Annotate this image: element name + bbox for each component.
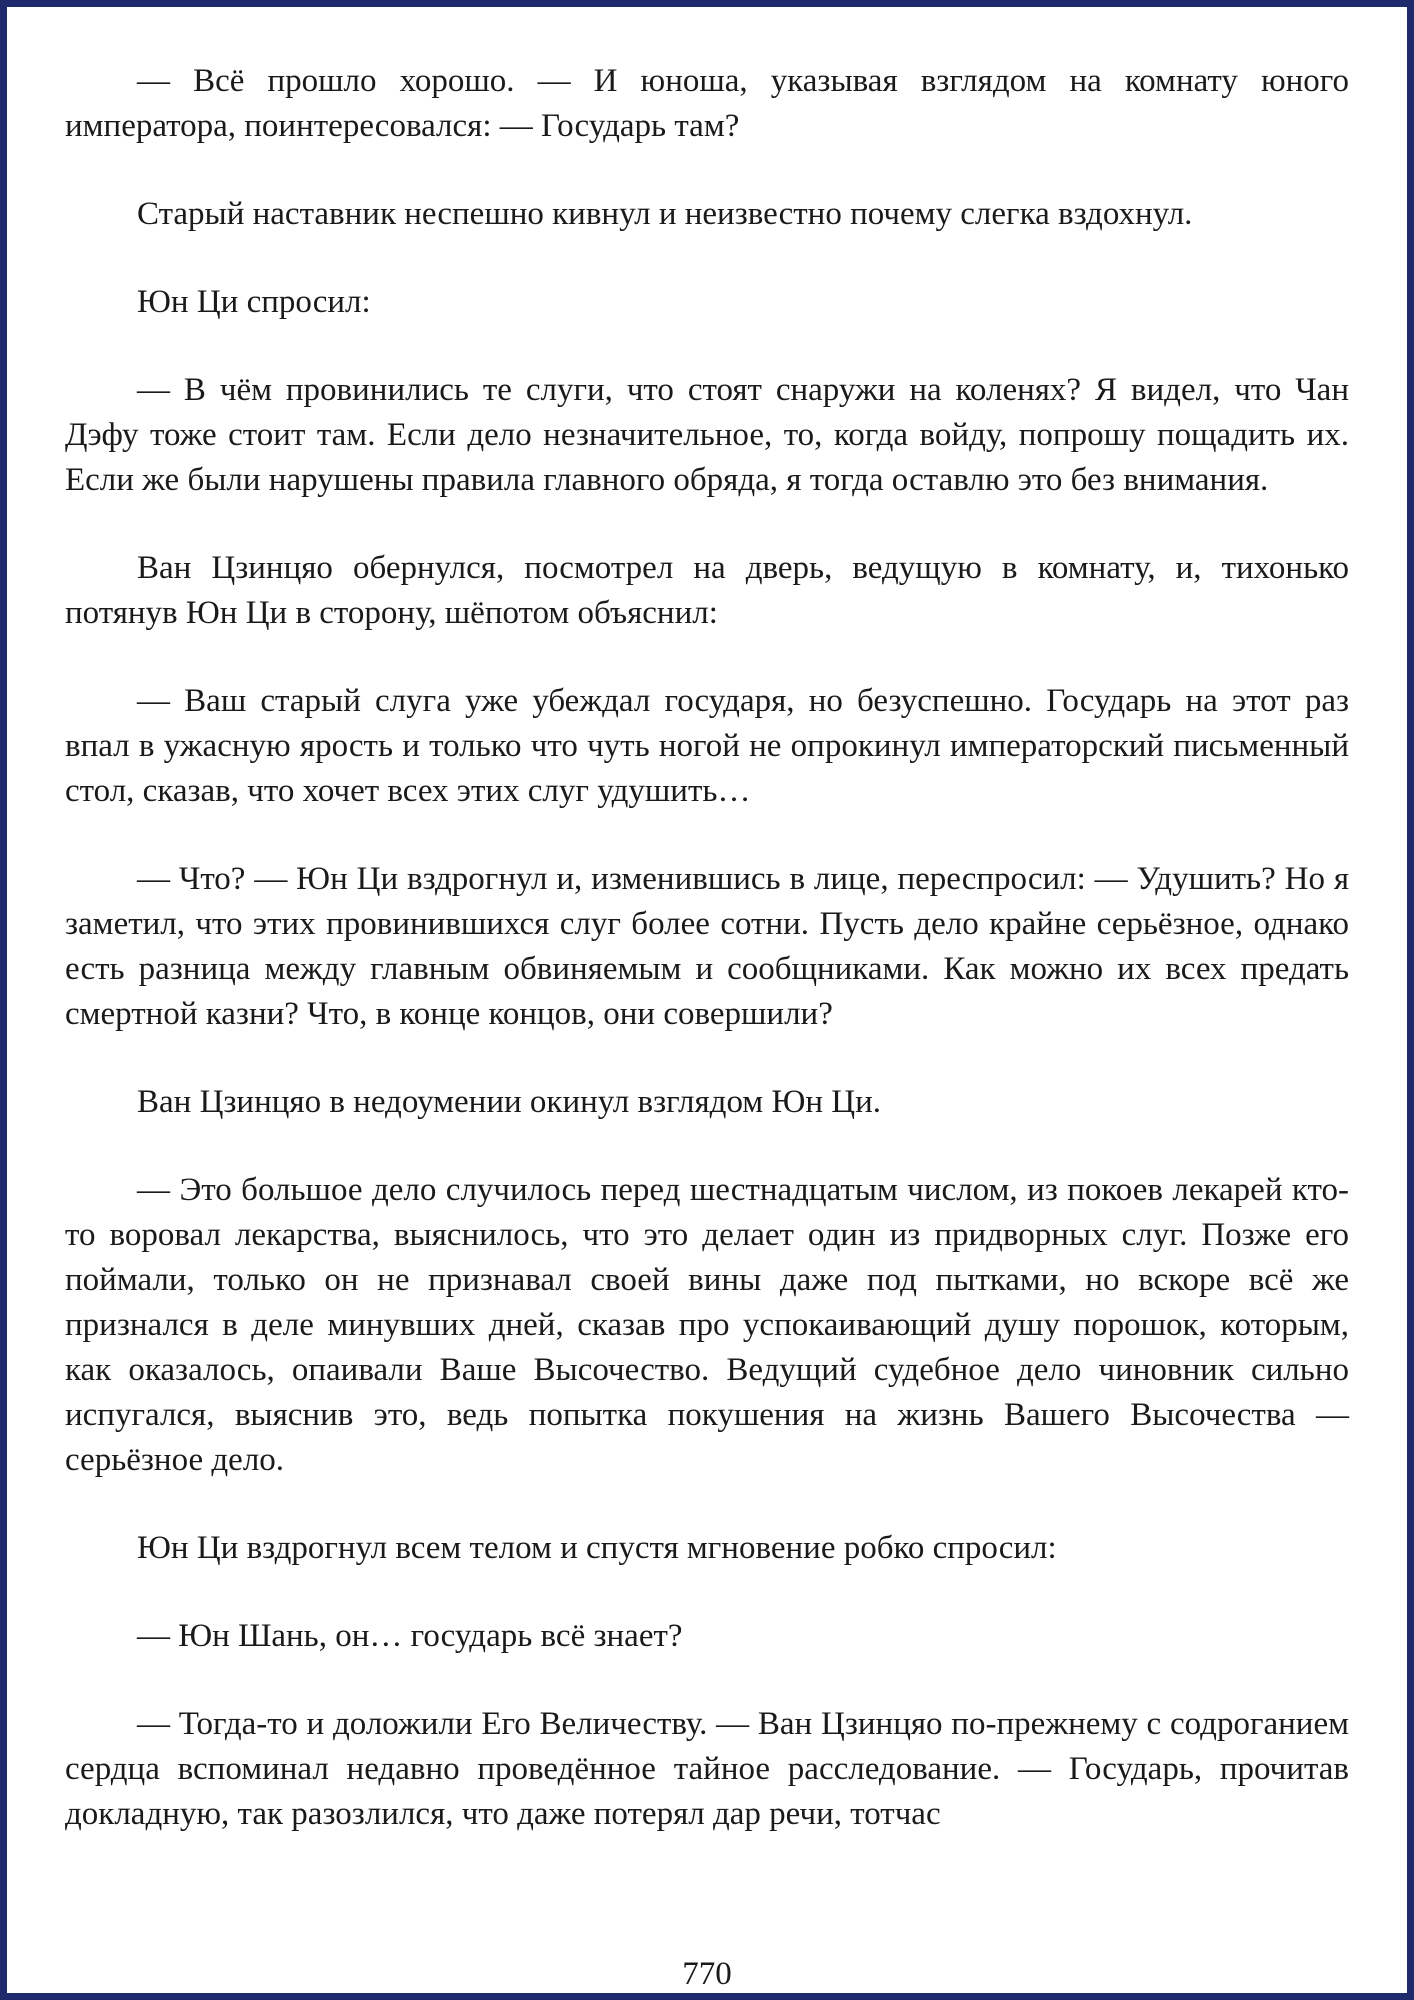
paragraph: Старый наставник неспешно кивнул и неизвестно почему слегка вздохнул. [137,196,1193,232]
paragraph: Юн Ци вздрогнул всем телом и спустя мгновение робко спросил: [137,1530,1057,1566]
paragraph: — Это большое дело случилось перед шестнадцатым числом, из покоев лекарей кто-то воровал лекарства, выяснилось, что это делает один из придворных слуг. Позже его поймали, только он не признавал своей вины даже под пытками, но вскоре всё же признался в деле минувших дней, сказав про успокаивающий душу порошок, которым, как оказалось, опаивали Ваше Высочество. Ведущий судебное дело чиновник сильно испугался, выяснив это, ведь попытка покушения на жизнь Вашего Высочества — серьёзное дело. [65,1172,1349,1478]
paragraph: — Ваш старый слуга уже убеждал государя, но безуспешно. Государь на этот раз впал в ужасную ярость и только что чуть ногой не опрокинул императорский письменный стол, сказав, что хочет всех этих слуг удушить… [65,683,1349,809]
page-body [65,59,1349,1880]
paragraph: — Что? — Юн Ци вздрогнул и, изменившись в лице, переспросил: — Удушить? Но я заметил, что этих провинившихся слуг более сотни. Пусть дело крайне серьёзное, однако есть разница между главным обвиняемым и сообщниками. Как можно их всех предать смертной казни? Что, в конце концов, они совершили? [65,861,1349,1032]
paragraph: Ван Цзинцяо обернулся, посмотрел на дверь, ведущую в комнату, и, тихонько потянув Юн Ци в сторону, шёпотом объяснил: [65,550,1349,631]
paragraph: — Тогда-то и доложили Его Величеству. — Ван Цзинцяо по-прежнему с содроганием сердца вспоминал недавно проведённое тайное расследование. — Государь, прочитав докладную, так разозлился, что даже потерял дар речи, тотчас [65,1706,1349,1832]
paragraph: Ван Цзинцяо в недоумении окинул взглядом Юн Ци. [137,1084,882,1120]
paragraph: — Юн Шань, он… государь всё знает? [137,1618,683,1654]
paragraph: — Всё прошло хорошо. — И юноша, указывая взглядом на комнату юного императора, поинтересовался: — Государь там? [65,63,1349,144]
paragraph: — В чём провинились те слуги, что стоят снаружи на коленях? Я видел, что Чан Дэфу тоже стоит там. Если дело незначительное, то, когда войду, попрошу пощадить их. Если же были нарушены правила главного обряда, я тогда оставлю это без внимания. [65,372,1349,498]
paragraph: Юн Ци спросил: [137,284,371,320]
page-number: 770 [682,1956,732,1992]
